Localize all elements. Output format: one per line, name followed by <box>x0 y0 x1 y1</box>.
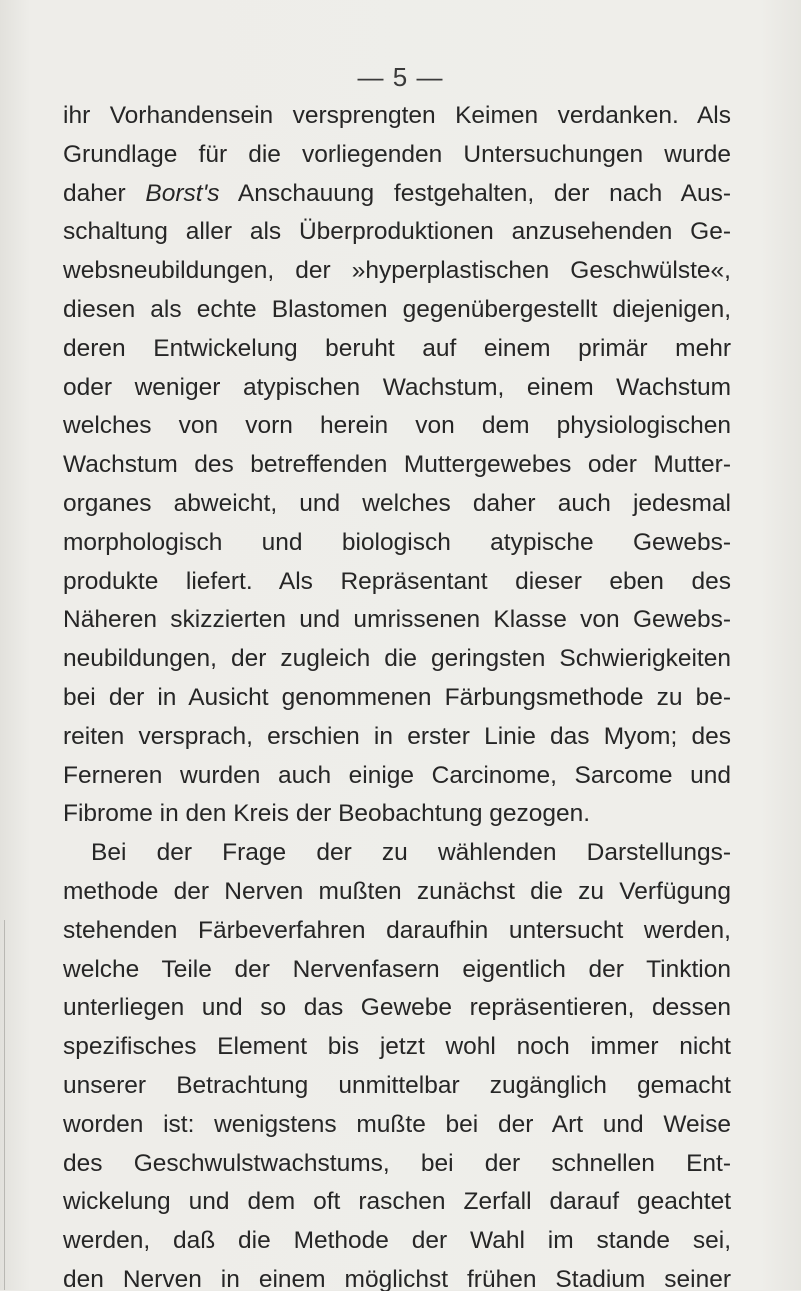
text-line: morphologisch und biologisch atypische Gewebs- <box>63 528 731 556</box>
text-line: Näheren skizzierten und umrissenen Klasse von Gewebs- <box>63 606 731 634</box>
text-line: Wachstum des betreffenden Muttergewebes oder Mutter- <box>63 451 731 479</box>
text-line: schaltung aller als Überproduktionen anzusehenden Ge- <box>63 218 731 246</box>
text-line: reiten versprach, erschien in erster Linie das Myom; des <box>63 722 731 750</box>
author-name-borst: Borst's <box>145 179 220 207</box>
text-line: Ferneren wurden auch einige Carcinome, Sarcome und <box>63 761 731 789</box>
text-segment: daher <box>63 179 146 207</box>
text-line: diesen als echte Blastomen gegenübergestellt diejenigen, <box>63 295 731 323</box>
text-line: deren Entwickelung beruht auf einem primär mehr <box>63 334 731 362</box>
text-line: unterliegen und so das Gewebe repräsentieren, dessen <box>63 994 731 1022</box>
text-line: stehenden Färbeverfahren daraufhin untersucht werden, <box>63 916 731 944</box>
scan-edge-line <box>4 920 5 1290</box>
text-line: bei der in Ausicht genommenen Färbungsmethode zu be- <box>63 683 731 711</box>
text-line-paragraph-end: Fibrome in den Kreis der Beobachtung gezogen. <box>63 800 591 828</box>
text-line: ihr Vorhandensein versprengten Keimen verdanken. Als <box>63 102 731 129</box>
text-segment: Anschauung festgehalten, der nach Aus- <box>219 179 731 207</box>
text-line-cut-off: den Nerven in einem möglichst frühen Stadium seiner <box>63 1265 731 1291</box>
text-line: worden ist: wenigstens mußte bei der Art und Weise <box>63 1110 731 1138</box>
text-line: welches von vorn herein von dem physiologischen <box>63 412 731 440</box>
body-text <box>63 97 731 1291</box>
text-line: werden, daß die Methode der Wahl im stande sei, <box>63 1227 731 1255</box>
text-line: spezifisches Element bis jetzt wohl noch immer nicht <box>63 1033 731 1061</box>
text-line: welche Teile der Nervenfasern eigentlich der Tinktion <box>63 955 731 983</box>
page-number: — 5 — <box>357 62 444 92</box>
text-line: oder weniger atypischen Wachstum, einem Wachstum <box>63 373 731 401</box>
text-line: websneubildungen, der »hyperplastischen Geschwülste«, <box>63 257 731 285</box>
text-line <box>63 175 731 214</box>
text-line-paragraph-start: Bei der Frage der zu wählenden Darstellungs- <box>91 839 731 867</box>
text-line: Grundlage für die vorliegenden Untersuchungen wurde <box>63 140 731 168</box>
text-line: des Geschwulstwachstums, bei der schnellen Ent- <box>63 1149 731 1177</box>
text-line: neubildungen, der zugleich die geringsten Schwierigkeiten <box>63 645 731 673</box>
text-line: unserer Betrachtung unmittelbar zugänglich gemacht <box>63 1071 731 1099</box>
text-line: wickelung und dem oft raschen Zerfall darauf geachtet <box>63 1188 731 1216</box>
text-line: methode der Nerven mußten zunächst die zu Verfügung <box>63 877 731 905</box>
text-line: produkte liefert. Als Repräsentant dieser eben des <box>63 567 731 595</box>
text-line: organes abweicht, und welches daher auch jedesmal <box>63 489 731 517</box>
